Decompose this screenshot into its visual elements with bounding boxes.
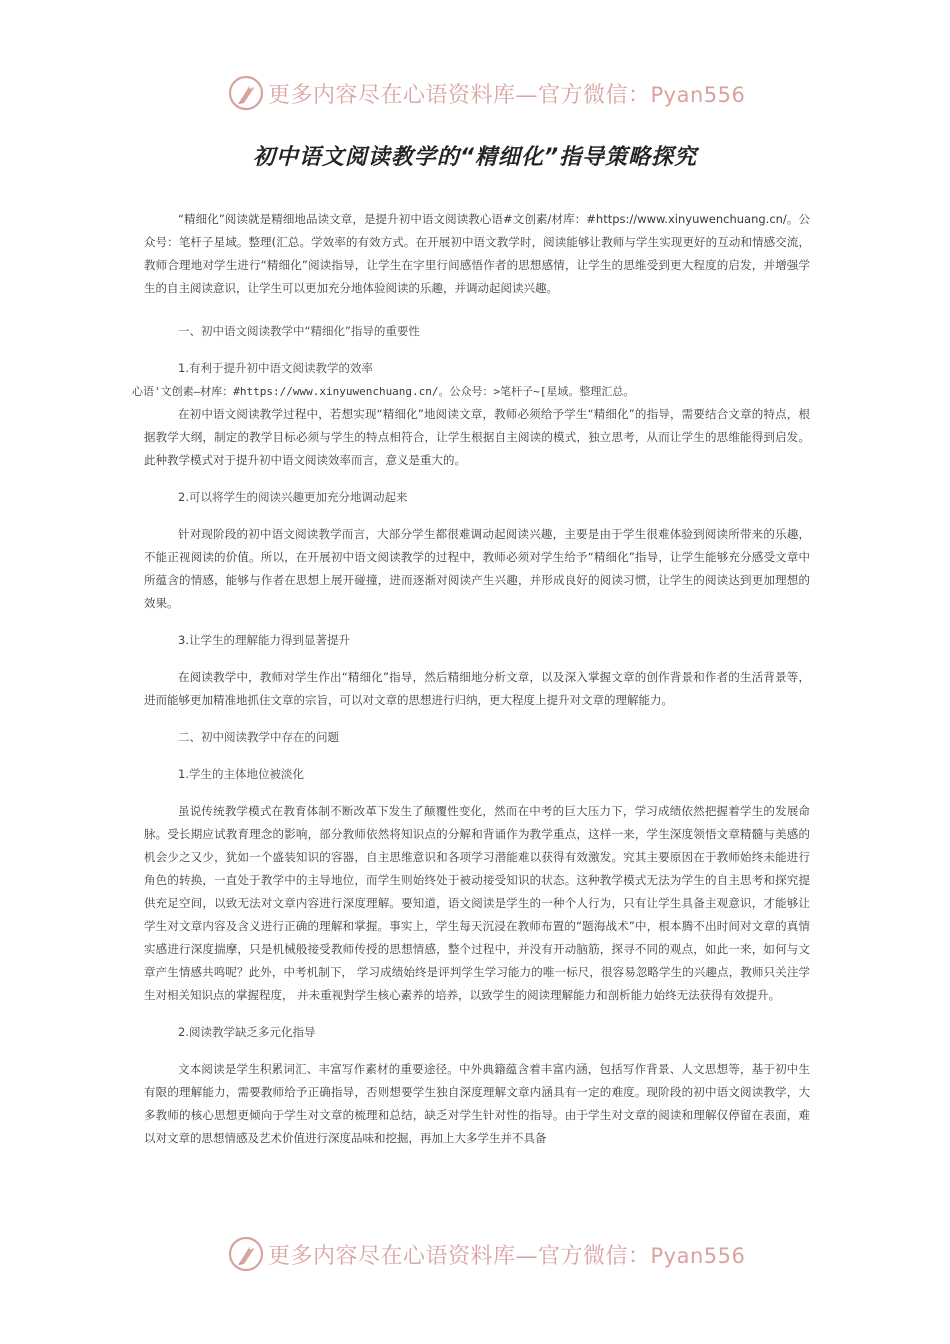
body-paragraph: 在阅读教学中，教师对学生作出“精细化”指导，然后精细地分析文章，以及深入掌握文章的创作背景和作者的生活背景等，进而能够更加精准地抓住文章的宗旨，可以对文章的思想进行归纳，更大程度上提升对文章的理解能力。 bbox=[144, 670, 810, 707]
document-body bbox=[132, 208, 810, 1150]
body-paragraph: 虽说传统教学模式在教育体制不断改革下发生了颠覆性变化，然而在中考的巨大压力下，学习成绩依然把握着学生的发展命脉。受长期应试教育理念的影响，部分教师依然将知识点的分解和背诵作为教学重点，这样一来，学生深度领悟文章精髓与美感的机会少之又少，犹如一个盛装知识的容器，自主思维意识和各项学习潜能难以获得有效激发。究其主要原因在于教师始终未能进行角色的转换，一直处于教学中的主导地位，而学生则始终处于被动接受知识的状态。这种教学模式无法为学生的自主思考和探究提供充足空间，以致无法对文章内容进行深度理解。要知道，语文阅读是学生的一种个人行为，只有让学生具备主观意识，才能够让学生对文章内容及含义进行正确的理解和掌握。事实上，学生每天沉浸在教师布置的“题海战术”中，根本腾不出时间对文章的真情实感进行深度揣摩，只是机械般接受教师传授的思想情感，整个过程中，并没有开动脑筋，探寻不同的观点，如此一来，如何与文章产生情感共鸣呢？此外，中考机制下， 学习成绩始终是评判学生学习能力的唯一标尺，很容易忽略学生的兴趣点，教师只关注学生对相关知识点的掌握程度， 并未重视對学生核心素养的培养，以致学生的阅读理解能力和剖析能力始终无法获得有效提升。 bbox=[144, 804, 810, 1002]
section-heading-2: 二、初中阅读教学中存在的问题 bbox=[178, 730, 339, 744]
section-heading-1: 一、初中语文阅读教学中“精细化”指导的重要性 bbox=[178, 324, 420, 338]
header-watermark-banner bbox=[228, 75, 828, 111]
intro-paragraph: “精细化”阅读就是精细地品读文章，是提升初中语文阅读教心语#文创素/材库：#https://www.xinyuwenchuang.cn/。公众号：笔杆子星域。整理(汇总。学效率的有效方式。在开展初中语文教学时，阅读能够让教师与学生实现更好的互动和情感交流，教师合理地对学生进行“精细化”阅读指导，让学生在字里行间感悟作者的思想感情，让学生的思维受到更大程度的启发，并增强学生的自主阅读意识，让学生可以更加充分地体验阅读的乐趣，并调动起阅读兴趣。 bbox=[144, 212, 810, 295]
body-paragraph: 文本阅读是学生积累词汇、丰富写作素材的重要途径。中外典籍蕴含着丰富内涵，包括写作背景、人文思想等，基于初中生有限的理解能力，需要教师给予正确指导，否则想要学生独自深度理解文章内涵具有一定的难度。现阶段的初中语文阅读教学，大多教师的核心思想更倾向于学生对文章的梳理和总结，缺乏对学生针对性的指导。由于学生对文章的阅读和理解仅停留在表面，难以对文章的思想情感及艺术价值进行深度品味和挖掘，再加上大多学生并不具备 bbox=[144, 1062, 810, 1145]
banner-text bbox=[268, 78, 745, 109]
subsection-heading-2-2: 2.阅读教学缺乏多元化指导 bbox=[178, 1025, 316, 1039]
pen-nib-logo-icon bbox=[228, 1236, 264, 1272]
banner-brand: Pyan556 bbox=[650, 82, 746, 107]
banner-label: 更多内容尽在心语资料库—官方微信： bbox=[268, 1243, 651, 1269]
document-title: 初中语文阅读教学的“精细化”指导策略探究 bbox=[252, 145, 698, 170]
body-paragraph: 在初中语文阅读教学过程中，若想实现“精细化”地阅读文章，教师必须给予学生“精细化”的指导，需要结合文章的特点，根据教学大纲，制定的教学目标必须与学生的特点相符合，让学生根据自主阅读的模式，独立思考，从而让学生的思维能得到启发。此种教学模式对于提升初中语文阅读效率而言，意义是重大的。 bbox=[144, 407, 810, 467]
body-paragraph: 针对现阶段的初中语文阅读教学而言，大部分学生都很难调动起阅读兴趣，主要是由于学生很难体验到阅读所带来的乐趣，不能正视阅读的价值。所以，在开展初中语文阅读教学的过程中，教师必须对学生给予“精细化”指导，让学生能够充分感受文章中所蕴含的情感，能够与作者在思想上展开碰撞，进而逐渐对阅读产生兴趣，并形成良好的阅读习惯，让学生的阅读达到更加理想的效果。 bbox=[144, 527, 810, 610]
subsection-heading-1-3: 3.让学生的理解能力得到显著提升 bbox=[178, 633, 350, 647]
banner-label: 更多内容尽在心语资料库—官方微信： bbox=[268, 82, 651, 108]
watermark-line: 心语'文创素—材库：#https://www.xinyuwenchuang.cn/。公众号：>笔杆子~[星域。整理汇总。 bbox=[132, 385, 635, 398]
subsection-heading-2-1: 1.学生的主体地位被淡化 bbox=[178, 767, 304, 781]
subsection-heading-1-2: 2.可以将学生的阅读兴趣更加充分地调动起来 bbox=[178, 490, 408, 504]
subsection-heading-1-1: 1.有利于提升初中语文阅读教学的效率 bbox=[178, 361, 373, 375]
footer-watermark-banner bbox=[228, 1236, 828, 1272]
pen-nib-logo-icon bbox=[228, 75, 264, 111]
banner-text bbox=[268, 1239, 745, 1270]
banner-brand: Pyan556 bbox=[650, 1243, 746, 1268]
